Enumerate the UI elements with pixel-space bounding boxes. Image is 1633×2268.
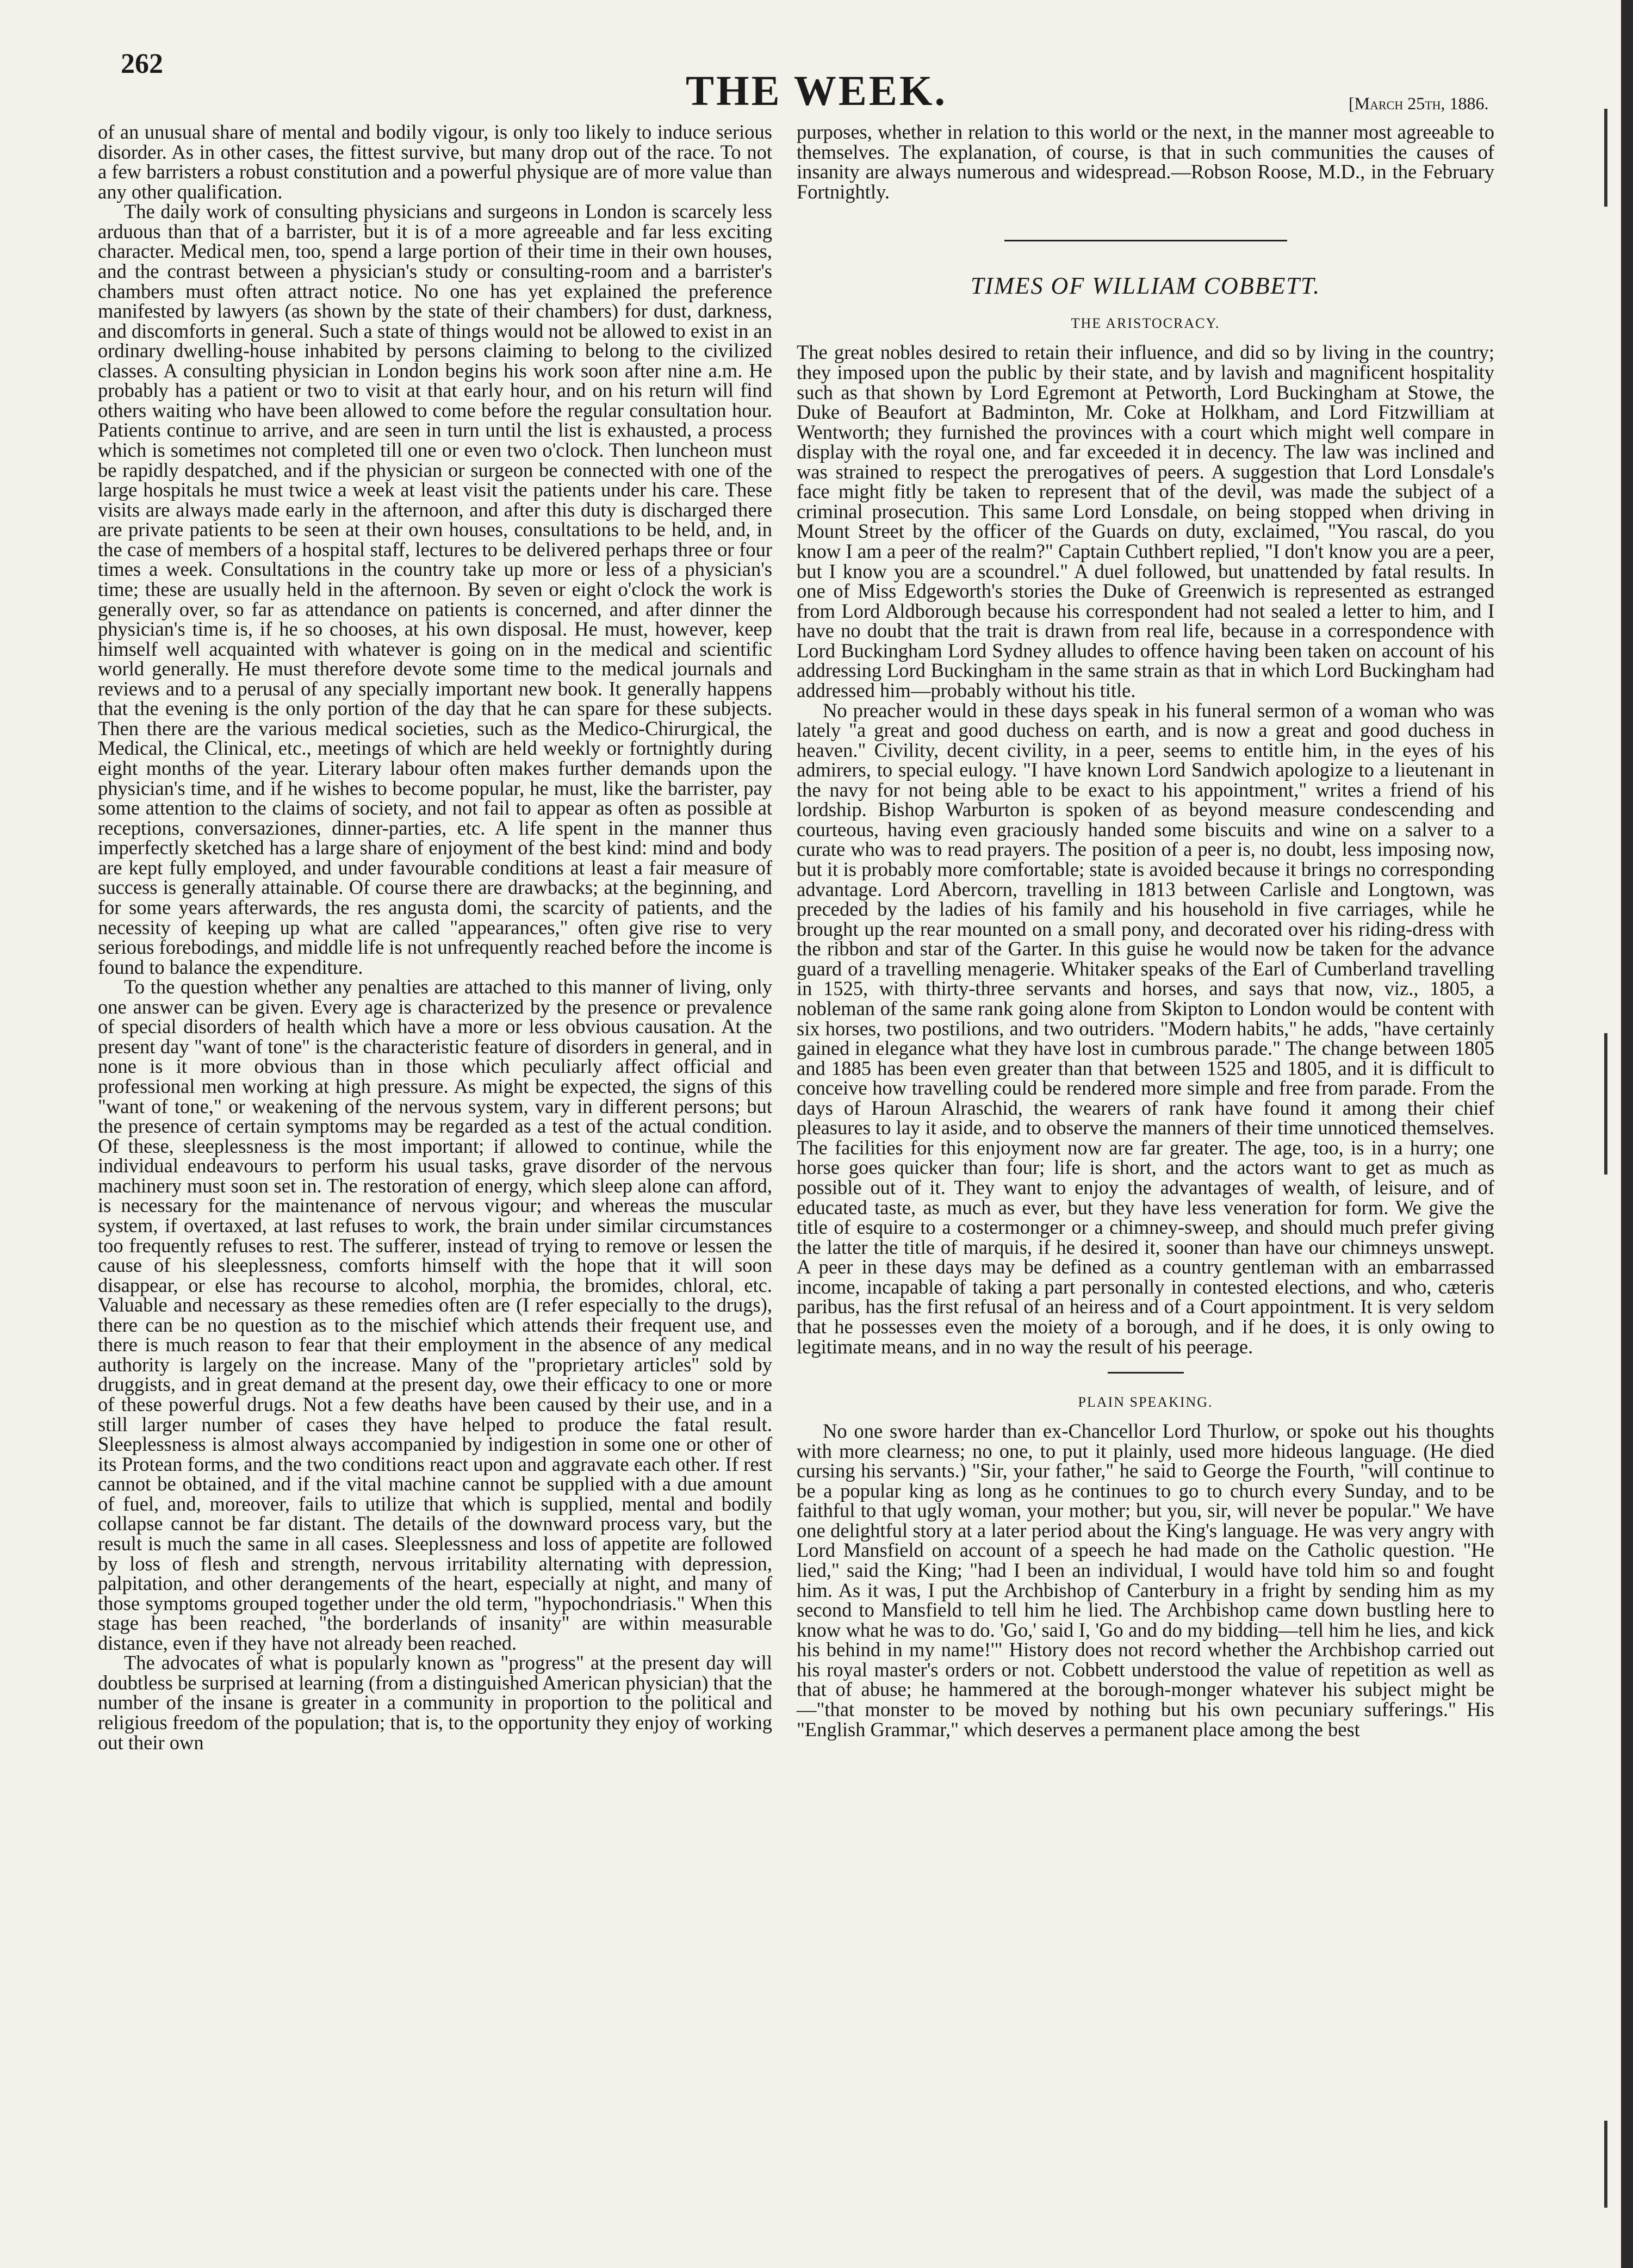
page-number: 262	[121, 48, 163, 79]
binding-mark	[1604, 2121, 1607, 2208]
aristocracy-paragraph-1: The great nobles desired to retain their influence, and did so by living in the country; they imposed upon the public by their state, and by lavish and magnificent hospitality such as that shown by Lord Egremont at Petworth, Lord Buckingham at Stowe, the Duke of Beaufort at Badminton, Mr. Coke at Holkham, and Lord Fitzwilliam at Wentworth; they furnished the provinces with a court which might well compare in display with the royal one, and far exceeded it in decency. The law was inclined and was strained to respect the prerogatives of peers. A suggestion that Lord Lonsdale's face might fitly be taken to represent that of the devil, was made the subject of a criminal prosecution. This same Lord Lonsdale, on being stopped when driving in Mount Street by the officer of the Guards on duty, exclaimed, "You rascal, do you know I am a peer of the realm?" Captain Cuthbert replied, "I don't know you are a peer, but I know you are a scoundrel." A duel followed, but unattended by fatal results. In one of Miss Edgeworth's stories the Duke of Greenwich is represented as estranged from Lord Aldborough because his correspondent had not sealed a letter to him, and I have no doubt that the trait is drawn from real life, because in a correspondence with Lord Buckingham Lord Sydney alludes to offence having been taken on account of his addressing Lord Buckingham in the same strain as that in which Lord Buckingham had addressed him—probably without his title.	[797, 341, 1494, 701]
left-paragraph-1: of an unusual share of mental and bodily vigour, is only too likely to induce serious disorder. As in other cases, the fittest survive, but many drop out of the race. To not a few barristers a robust constitution and a powerful physique are of more value than any other qualification.	[98, 121, 772, 203]
left-paragraph-2: The daily work of consulting physicians and surgeons in London is scarcely less arduous than that of a barrister, but it is of a more agreeable and far less exciting character. Medical men, too, spend a large portion of their time in their own houses, and the contrast between a physician's study or consulting-room and a barrister's chambers must often attract notice. No one has yet explained the preference manifested by lawyers (as shown by the state of their chambers) for dust, darkness, and discomforts in general. Such a state of things would not be allowed to exist in an ordinary dwelling-house inhabited by persons claiming to belong to the civilized classes. A consulting physician in London begins his work soon after nine a.m. He probably has a patient or two to visit at that early hour, and on his return will find others waiting who have been allowed to come before the regular consultation hour. Patients continue to arrive, and are seen in turn until the list is exhausted, a process which is sometimes not completed till one or even two o'clock. Then luncheon must be rapidly despatched, and if the physician or surgeon be connected with one of the large hospitals he must twice a week at least visit the patients under his care. These visits are always made early in the afternoon, and after this duty is discharged there are private patients to be seen at their own houses, consultations to be held, and, in the case of members of a hospital staff, lectures to be delivered perhaps three or four times a week. Consultations in the country take up more or less of a physician's time; these are usually held in the afternoon. By seven or eight o'clock the work is generally over, so far as attendance on patients is concerned, and after dinner the physician's time is, if he so chooses, at his own disposal. He must, however, keep himself well acquainted with whatever is going on in the medical and scientific world generally. He must therefore devote some time to the medical journals and reviews and to a perusal of any specially important new book. It generally happens that the evening is the only portion of the day that he can spare for these subjects. Then there are the various medical societies, such as the Medico-Chirurgical, the Medical, the Clinical, etc., meetings of which are held weekly or fortnightly during eight months of the year. Literary labour often makes further demands upon the physician's time, and if he wishes to become popular, he must, like the barrister, pay some attention to the claims of society, and not fail to appear as often as possible at receptions, conversaziones, dinner-parties, etc. A life spent in the manner thus imperfectly sketched has a large share of enjoyment of the best kind: mind and body are kept fully employed, and under favourable conditions at least a fair measure of success is generally attainable. Of course there are drawbacks; at the beginning, and for some years afterwards, the res angusta domi, the scarcity of patients, and the necessity of keeping up what are called "appearances," often give rise to very serious forebodings, and middle life is not unfrequently reached before the income is found to balance the expenditure.	[98, 200, 772, 978]
plain-speaking-paragraph-1: No one swore harder than ex-Chancellor Lord Thurlow, or spoke out his thoughts with more clearness; no one, to put it plainly, used more hideous language. (He died cursing his servants.) "Sir, your father," he said to George the Fourth, "will continue to be a popular king as long as he continues to go to church every Sunday, and to be faithful to that ugly woman, your mother; but you, sir, will never be popular." We have one delightful story at a later period about the King's language. He was very angry with Lord Mansfield on account of a speech he had made on the Catholic question. "He lied," said the King; "had I been an individual, I would have told him so and fought him. As it was, I put the Archbishop of Canterbury in a fright by sending him as my second to Mansfield to tell him he lied. The Archbishop came down bustling here to know what he was to do. 'Go,' said I, 'Go and do my bidding—tell him he lies, and kick his behind in my name!'" History does not record whether the Archbishop carried out his royal master's orders or not. Cobbett understood the value of repetition as well as that of abuse; he hammered at the borough-monger whatever his subject might be—"that monster to be moved by nothing but his own pecuniary sufferings." His "English Grammar," which deserves a permanent place among the best	[797, 1420, 1494, 1741]
aristocracy-paragraph-2: No preacher would in these days speak in his funeral sermon of a woman who was lately "a great and good duchess on earth, and is now a great and good duchess in heaven." Civility, decent civility, in a peer, seems to entitle him, in the eyes of his admirers, to special eulogy. "I have known Lord Sandwich apologize to a lieutenant in the navy for not being able to be exact to his appointment," writes a friend of his lordship. Bishop Warburton is spoken of as beyond measure condescending and courteous, having even graciously handed some biscuits and wine on a salver to a curate who was to read prayers. The position of a peer is, no doubt, less imposing now, but it is probably more comfortable; state is avoided because it brings no corresponding advantage. Lord Abercorn, travelling in 1813 between Carlisle and Longtown, was preceded by the ladies of his family and his household in five carriages, while he brought up the rear mounted on a small pony, and decorated over his riding-dress with the ribbon and star of the Garter. In this guise he would now be taken for the advance guard of a travelling menagerie. Whitaker speaks of the Earl of Cumberland travelling in 1525, with thirty-three servants and horses, and says that now, viz., 1805, a nobleman of the same rank going alone from Skipton to London would be content with six horses, two postilions, and two outriders. "Modern habits," he adds, "have certainly gained in elegance what they have lost in cumbrous parade." The change between 1805 and 1885 has been even greater than that between 1525 and 1805, and it is difficult to conceive how travelling could be rendered more simple and free from parade. From the days of Haroun Alraschid, the wearers of rank have found it among their chief pleasures to lay it aside, and to observe the manners of their time unnoticed themselves. The facilities for this enjoyment now are far greater. The age, too, is in a hurry; one horse goes quicker than four; life is short, and the actors want to get as much as possible out of it. They want to enjoy the advantages of wealth, of leisure, and of educated taste, as much as ever, but they have less veneration for form. We give the title of esquire to a costermonger or a chimney-sweep, and should much prefer giving the latter the title of marquis, if he desired it, sooner than have our chimneys unswept. A peer in these days may be defined as a country gentleman with an embarrassed income, incapable of taking a part personally in contested elections, and who, cæteris paribus, has the first refusal of an heiress and of a Court appointment. It is very seldom that he possesses even the moiety of a borough, and if he does, it is only owing to legitimate means, and in no way the result of his peerage.	[797, 699, 1494, 1358]
section-heading-aristocracy: THE ARISTOCRACY.	[1071, 315, 1220, 332]
binding-mark	[1604, 1033, 1607, 1175]
issue-date: [March 25th, 1886.	[1349, 94, 1489, 113]
article-divider-rule	[1004, 240, 1287, 241]
masthead: THE WEEK.	[685, 67, 948, 114]
binding-mark	[1604, 109, 1607, 207]
article-title: TIMES OF WILLIAM COBBETT.	[970, 272, 1321, 300]
right-continuation-paragraph: purposes, whether in relation to this world or the next, in the manner most agreeable to themselves. The explanation, of course, is that in such communities the causes of insanity are always numerous and widespread.—Robson Roose, M.D., in the February Fortnightly.	[797, 121, 1494, 203]
section-heading-plain-speaking: PLAIN SPEAKING.	[1078, 1394, 1213, 1410]
page-binding-edge	[1621, 0, 1633, 2268]
section-divider-rule	[1108, 1372, 1184, 1374]
left-paragraph-3: To the question whether any penalties are attached to this manner of living, only one answer can be given. Every age is characterized by the presence or prevalence of special disorders of health which have a more or less obvious causation. At the present day "want of tone" is the characteristic feature of disorders in general, and in none is it more obvious than in those which peculiarly affect official and professional men working at high pressure. As might be expected, the signs of this "want of tone," or weakening of the nervous system, vary in different persons; but the presence of certain symptoms may be regarded as a test of the actual condition. Of these, sleeplessness is the most important; if allowed to continue, while the individual endeavours to perform his usual tasks, grave disorder of the nervous machinery must soon set in. The restoration of energy, which sleep alone can afford, is necessary for the maintenance of nervous vigour; and whereas the muscular system, if overtaxed, at last refuses to work, the brain under similar circumstances too frequently refuses to rest. The sufferer, instead of trying to remove or lessen the cause of his sleeplessness, comforts himself with the hope that it will soon disappear, or else has recourse to alcohol, morphia, the bromides, chloral, etc. Valuable and necessary as these remedies often are (I refer especially to the drugs), there can be no question as to the mischief which attends their frequent use, and there is much reason to fear that their employment in the absence of any medical authority is largely on the increase. Many of the "proprietary articles" sold by druggists, and in great demand at the present day, owe their efficacy to one or more of these powerful drugs. Not a few deaths have been caused by their use, and in a still larger number of cases they have helped to produce the fatal result. Sleeplessness is almost always accompanied by indigestion in some one or other of its Protean forms, and the two conditions react upon and aggravate each other. If rest cannot be obtained, and if the vital machine cannot be supplied with a due amount of fuel, and, moreover, fails to utilize that which is supplied, mental and bodily collapse cannot be far distant. The details of the downward process vary, but the result is much the same in all cases. Sleeplessness and loss of appetite are followed by loss of flesh and strength, nervous irritability alternating with depression, palpitation, and other derangements of the heart, especially at night, and many of those symptoms grouped together under the old term, "hypochondriasis." When this stage has been reached, "the borderlands of insanity" are within measurable distance, even if they have not already been reached.	[98, 975, 772, 1654]
left-column	[98, 122, 772, 1753]
left-paragraph-4: The advocates of what is popularly known as "progress" at the present day will doubtless be surprised at learning (from a distinguished American physician) that the number of the insane is greater in a community in proportion to the political and religious freedom of the population; that is, to the opportunity they enjoy of working out their own	[98, 1651, 772, 1754]
right-column	[797, 122, 1494, 1739]
